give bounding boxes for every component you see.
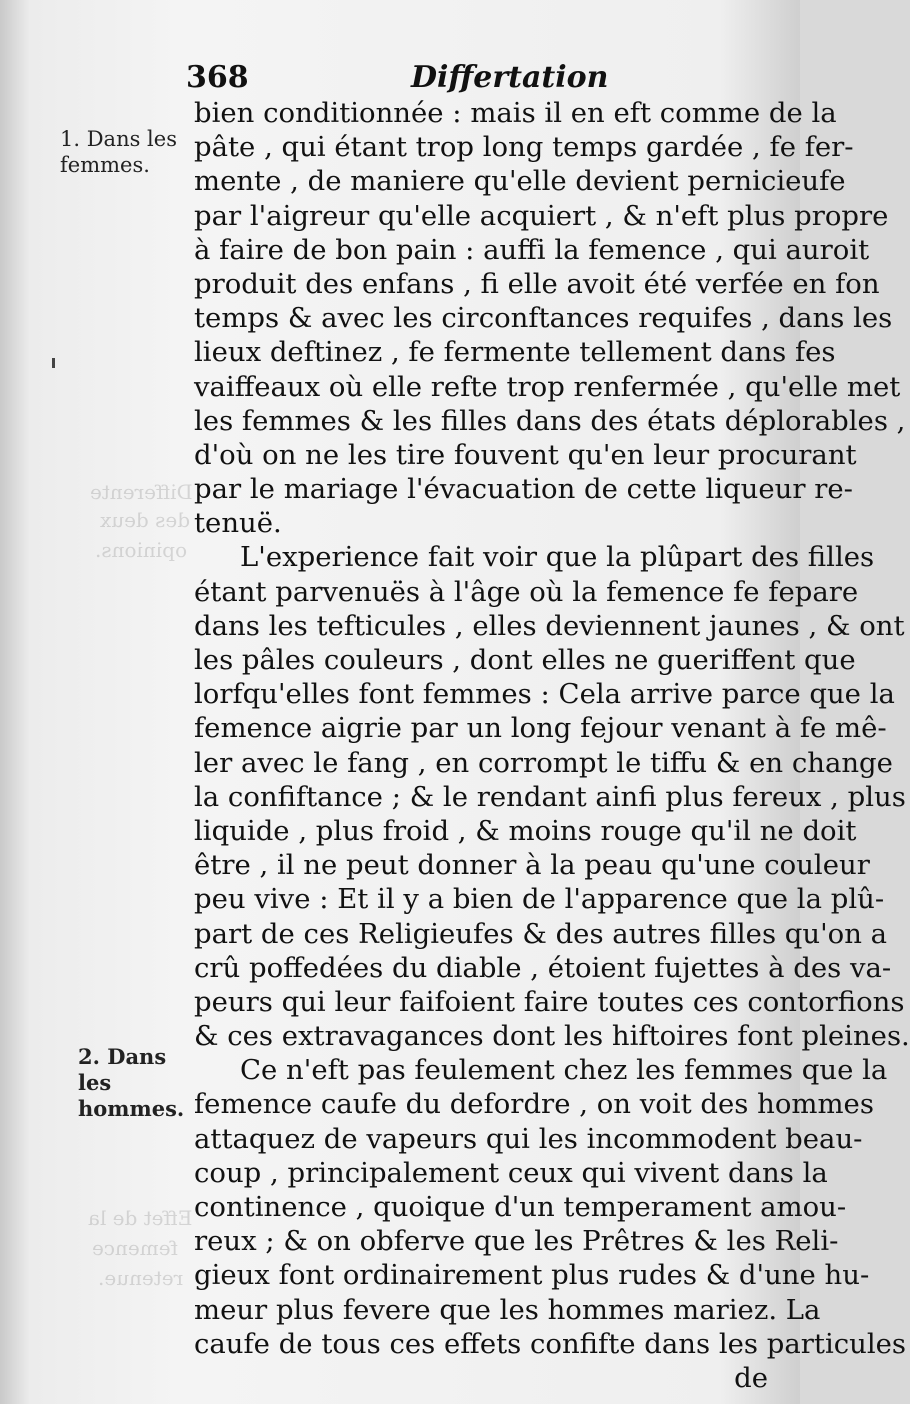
text-line: d'où on ne les tire fouvent qu'en leur procurant [194, 438, 857, 471]
text-line: gieux font ordinairement plus rudes & d'une hu- [194, 1259, 870, 1292]
text-line: par l'aigreur qu'elle acquiert , & n'eft plus propre [194, 199, 889, 232]
text-line: lorfqu'elles font femmes : Cela arrive parce que la [194, 678, 895, 711]
text-line: meur plus fevere que les hommes mariez. La [194, 1293, 821, 1326]
margin-note-men: 2. Dans les hommes. [78, 1044, 185, 1121]
showthrough-text: retenue. [98, 1266, 184, 1290]
text-line: liquide , plus froid , & moins rouge qu'il ne doit [194, 814, 857, 847]
text-line: bien conditionnée : mais il en eft comme de la [194, 97, 837, 129]
text-line: mente , de maniere qu'elle devient pernicieufe [194, 165, 846, 198]
paper-mark [52, 358, 55, 368]
text-line: ler avec le fang , en corrompt le tiffu & en change [194, 746, 893, 779]
page-header [186, 60, 609, 100]
text-line: & ces extravagances dont les hiftoires font pleines. [194, 1020, 910, 1053]
text-line: tenuë. [194, 507, 282, 540]
showthrough-text: Effet de la [88, 1206, 193, 1230]
showthrough-text: opinions. [95, 538, 188, 562]
text-line: attaquez de vapeurs qui les incommodent beau- [194, 1122, 863, 1155]
text-line: crû poffedées du diable , étoient fujettes à des va- [194, 951, 892, 984]
text-line: par le mariage l'évacuation de cette liqueur re- [194, 473, 853, 506]
showthrough-text: des deux [100, 508, 191, 532]
text-line: reux ; & on obferve que les Prêtres & les Reli- [194, 1225, 839, 1258]
text-line: temps & avec les circonftances requifes , dans les [194, 302, 893, 335]
margin-note-women: 1. Dans les femmes. [60, 127, 177, 177]
text-line: être , il ne peut donner à la peau qu'une couleur [194, 849, 870, 882]
text-line: les femmes & les filles dans des états déplorables , [194, 404, 906, 437]
text-line: part de ces Religieufes & des autres filles qu'on a [194, 917, 888, 950]
text-line: vaiffeaux où elle refte trop renfermée , qu'elle met [194, 370, 901, 403]
text-line: la confiftance ; & le rendant ainfi plus fereux , plus [194, 780, 906, 813]
text-line: peu vive : Et il y a bien de l'apparence que la plû- [194, 883, 885, 916]
text-line: caufe de tous ces effets confifte dans les particules [194, 1327, 907, 1360]
text-line: à faire de bon pain : auffi la femence , qui auroit [194, 233, 870, 266]
text-line: produit des enfans , fi elle avoit été verfée en fon [194, 267, 880, 300]
text-line: pâte , qui étant trop long temps gardée , fe fer- [194, 131, 854, 164]
running-head: Differtation [411, 60, 609, 95]
text-line: étant parvenuës à l'âge où la femence fe fepare [194, 575, 859, 608]
paragraph-start: L'experience fait voir que la plûpart des filles [240, 541, 875, 574]
text-line: coup , principalement ceux qui vivent dans la [194, 1156, 828, 1189]
catchword: de [734, 1361, 768, 1394]
showthrough-text: Differente [90, 480, 193, 504]
text-line: les pâles couleurs , dont elles ne gueriffent que [194, 644, 856, 676]
text-line: peurs qui leur faifoient faire toutes ces contorfions [194, 985, 905, 1018]
text-line: dans les tefticules , elles deviennent jaunes , & ont [194, 609, 905, 642]
text-line: femence aigrie par un long fejour venant à fe mê- [194, 712, 887, 745]
paragraph-start: Ce n'eft pas feulement chez les femmes que la [240, 1054, 888, 1087]
text-line: femence caufe du defordre , on voit des hommes [194, 1088, 874, 1121]
body-text [194, 96, 910, 1395]
page-number: 368 [186, 60, 249, 95]
text-line: continence , quoique d'un temperament amou- [194, 1191, 847, 1223]
text-line: lieux deftinez , fe fermente tellement dans fes [194, 336, 836, 369]
showthrough-text: femence [92, 1236, 178, 1260]
